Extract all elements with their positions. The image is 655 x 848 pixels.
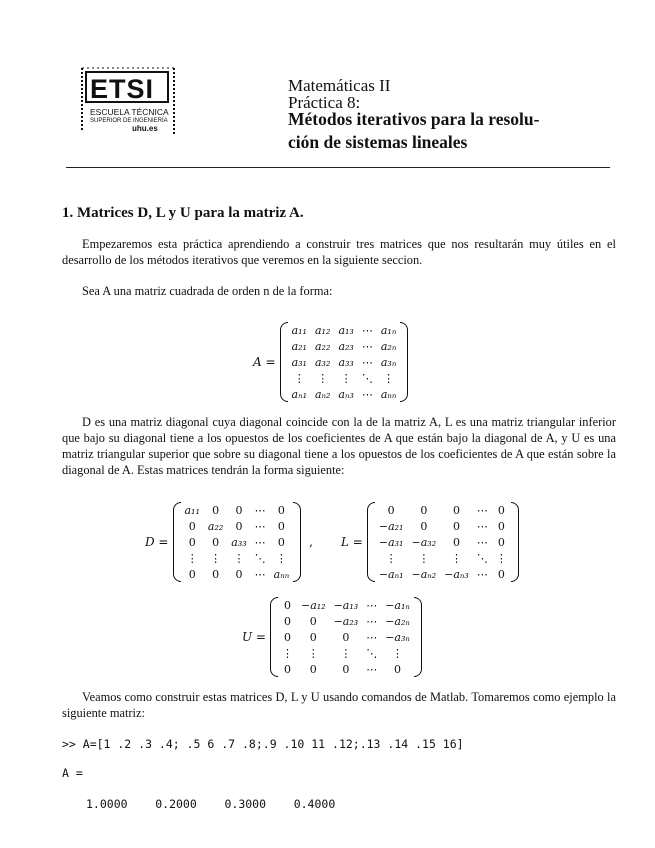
matrix-row bbox=[181, 502, 294, 518]
matrix-row bbox=[375, 534, 511, 550]
matrix-cell: 0 bbox=[188, 535, 196, 549]
matrix-cell: 0 bbox=[235, 503, 243, 517]
matrix-cell: ⋯ bbox=[254, 503, 266, 517]
matrix-l-body bbox=[375, 502, 511, 582]
matrix-cell: 0 bbox=[497, 567, 505, 581]
matrix-row bbox=[375, 566, 511, 582]
matlab-command: >> A=[1 .2 .3 .4; .5 6 .7 .8;.9 .10 11 .12;.13 .14 .15 16] bbox=[62, 737, 464, 751]
matrix-cell: a₁ₙ bbox=[380, 323, 397, 337]
matrix-row bbox=[181, 566, 294, 582]
matrix-d-label: D = bbox=[145, 535, 169, 549]
matrix-cell: a₃₁ bbox=[291, 355, 307, 369]
matrix-cell: −aₙ₂ bbox=[411, 567, 437, 581]
matrix-cell: ⋯ bbox=[366, 662, 378, 676]
matrix-cell: aₙₙ bbox=[380, 387, 397, 401]
matrix-cell: −a₃ₙ bbox=[385, 630, 410, 644]
matrix-cell: 0 bbox=[212, 503, 220, 517]
matrix-cell: ⋯ bbox=[361, 323, 373, 337]
matrix-row bbox=[288, 370, 401, 386]
matrices-description: D es una matriz diagonal cuya diagonal coincide con la de la matriz A, L es una matriz triangular inferior que bajo su diagonal tiene a los opuestos de los coeficientes de A que están bajo la diagonal de A, y U es una matriz triangular superior que sobre su diagonal tiene a los opuestos de los coeficientes de A que están sobre la diagonal de A. Estas matrices tendrán la forma siguiente: bbox=[62, 415, 616, 477]
matrix-cell: ⋮ bbox=[385, 551, 397, 565]
matrix-cell: ⋯ bbox=[366, 614, 378, 628]
matrix-cell: ⋯ bbox=[254, 519, 266, 533]
matrix-cell: ⋮ bbox=[307, 646, 319, 660]
matrix-d-body bbox=[181, 502, 294, 582]
matrix-cell: ⋯ bbox=[476, 519, 488, 533]
matrix-cell: 0 bbox=[212, 567, 220, 581]
matrix-cell: a₃₃ bbox=[231, 535, 247, 549]
matrix-cell: 0 bbox=[277, 503, 285, 517]
matrix-cell: aₙ₂ bbox=[314, 387, 331, 401]
matrix-cell: ⋯ bbox=[366, 630, 378, 644]
matrix-row bbox=[375, 518, 511, 534]
matrix-u-body bbox=[278, 597, 414, 677]
matrix-cell: −a₃₂ bbox=[411, 535, 437, 549]
matrix-cell: a₂₂ bbox=[207, 519, 224, 533]
matrix-cell: ⋮ bbox=[340, 646, 352, 660]
section-title: Matrices D, L y U para la matriz A. bbox=[77, 205, 304, 221]
matrix-cell: −a₁₃ bbox=[333, 598, 359, 612]
matrix-a-body bbox=[288, 322, 401, 402]
matrix-cell: ⋯ bbox=[254, 535, 266, 549]
practice-title-line-1: Métodos iterativos para la resolu- bbox=[288, 109, 540, 129]
intro-paragraph: Empezaremos esta práctica aprendiendo a construir tres matrices que nos resultarán muy útiles en el desarrollo de los métodos iterativos que veremos en la siguiente seccion. bbox=[62, 237, 616, 267]
matrix-cell: 0 bbox=[283, 614, 291, 628]
matrix-cell: 0 bbox=[452, 503, 460, 517]
matrix-u bbox=[242, 597, 422, 677]
matrix-cell: 0 bbox=[497, 503, 505, 517]
matrix-row bbox=[278, 629, 414, 645]
matrix-cell: 0 bbox=[235, 519, 243, 533]
logo-line-3: uhu.es bbox=[132, 124, 158, 133]
matrix-cell: −a₂₃ bbox=[333, 614, 359, 628]
matrix-cell: 0 bbox=[277, 519, 285, 533]
matrix-cell: 0 bbox=[283, 662, 291, 676]
matrix-cell: −aₙ₃ bbox=[444, 567, 469, 581]
matrix-row bbox=[288, 338, 401, 354]
matrix-cell: −a₁ₙ bbox=[385, 598, 410, 612]
matrix-cell: −a₂ₙ bbox=[385, 614, 410, 628]
matrix-cell: 0 bbox=[342, 630, 350, 644]
matrix-cell: ⋯ bbox=[361, 355, 373, 369]
matrix-cell: 0 bbox=[420, 503, 428, 517]
matrix-cell: ⋱ bbox=[476, 551, 488, 565]
matrix-cell: ⋮ bbox=[317, 371, 329, 385]
matrix-row bbox=[375, 550, 511, 566]
matrix-cell: 0 bbox=[497, 519, 505, 533]
matrix-cell: 0 bbox=[309, 630, 317, 644]
matrix-row bbox=[288, 386, 401, 402]
matrix-a bbox=[253, 322, 408, 402]
matrix-cell: ⋮ bbox=[275, 551, 287, 565]
matrix-cell: a₁₁ bbox=[184, 503, 200, 517]
matlab-output-label: A = bbox=[62, 766, 83, 780]
matrix-cell: 0 bbox=[188, 567, 196, 581]
header-divider bbox=[66, 167, 610, 168]
matrix-row bbox=[278, 645, 414, 661]
matrix-cell: ⋯ bbox=[476, 503, 488, 517]
matrix-cell: ⋯ bbox=[254, 567, 266, 581]
matrix-cell: ⋯ bbox=[476, 535, 488, 549]
matrix-cell: ⋯ bbox=[476, 567, 488, 581]
matrix-cell: ⋱ bbox=[366, 646, 378, 660]
matrix-cell: a₃₂ bbox=[315, 355, 331, 369]
matrix-cell: ⋮ bbox=[210, 551, 222, 565]
matrix-cell: ⋯ bbox=[361, 339, 373, 353]
matrix-row bbox=[288, 322, 401, 338]
matrix-cell: 0 bbox=[309, 614, 317, 628]
matrix-cell: a₂₁ bbox=[291, 339, 307, 353]
matrix-a-label: A = bbox=[253, 355, 276, 369]
matrix-row bbox=[181, 518, 294, 534]
logo-text: ETSI bbox=[90, 74, 155, 104]
matrix-row bbox=[181, 550, 294, 566]
matrix-cell: 0 bbox=[452, 535, 460, 549]
matrix-cell: 0 bbox=[387, 503, 395, 517]
matrix-cell: ⋮ bbox=[383, 371, 395, 385]
matrix-cell: −a₁₂ bbox=[300, 598, 326, 612]
matrix-cell: ⋮ bbox=[392, 646, 404, 660]
matlab-intro: Veamos como construir estas matrices D, L y U usando comandos de Matlab. Tomaremos como ejemplo la siguiente matriz: bbox=[62, 690, 616, 720]
matrix-row bbox=[288, 354, 401, 370]
matrix-l-label: L = bbox=[341, 535, 363, 549]
matrix-row bbox=[181, 534, 294, 550]
matrix-row bbox=[278, 661, 414, 677]
matrix-cell: ⋮ bbox=[450, 551, 462, 565]
matrix-u-label: U = bbox=[242, 630, 266, 644]
matrix-cell: 0 bbox=[309, 662, 317, 676]
matrix-cell: ⋮ bbox=[293, 371, 305, 385]
practice-title-line-2: ción de sistemas lineales bbox=[288, 132, 468, 152]
matrix-cell: 0 bbox=[283, 598, 291, 612]
section-heading bbox=[62, 205, 304, 222]
matrix-cell: ⋯ bbox=[361, 387, 373, 401]
logo-line-2: SUPERIOR DE INGENIERÍA bbox=[90, 118, 168, 124]
matrix-a-intro: Sea A una matriz cuadrada de orden n de la forma: bbox=[82, 284, 333, 298]
matrix-cell: −aₙ₁ bbox=[378, 567, 404, 581]
matrix-cell: 0 bbox=[235, 567, 243, 581]
matrix-cell: ⋯ bbox=[366, 598, 378, 612]
matrix-cell: ⋮ bbox=[233, 551, 245, 565]
matrix-cell: a₁₂ bbox=[315, 323, 331, 337]
logo-line-1: ESCUELA TÉCNICA bbox=[90, 107, 169, 117]
matrix-cell: 0 bbox=[497, 535, 505, 549]
matrix-l bbox=[341, 502, 519, 582]
matrix-cell: aₙ₃ bbox=[338, 387, 354, 401]
matrix-cell: ⋮ bbox=[281, 646, 293, 660]
practice-number: Práctica 8: bbox=[288, 93, 361, 112]
matrix-cell: 0 bbox=[342, 662, 350, 676]
matrix-cell: a₁₃ bbox=[338, 323, 354, 337]
matrix-cell: 0 bbox=[420, 519, 428, 533]
matrix-cell: aₙₙ bbox=[273, 567, 290, 581]
matrix-cell: ⋮ bbox=[418, 551, 430, 565]
matrix-cell: a₁₁ bbox=[291, 323, 307, 337]
matrix-cell: −a₂₁ bbox=[378, 519, 404, 533]
section-number: 1. bbox=[62, 205, 74, 221]
matrix-cell: a₃ₙ bbox=[380, 355, 397, 369]
matrix-d bbox=[145, 502, 313, 582]
matrix-row bbox=[278, 597, 414, 613]
matrix-row bbox=[278, 613, 414, 629]
etsi-logo bbox=[78, 66, 178, 136]
matrix-cell: 0 bbox=[394, 662, 402, 676]
matrix-cell: a₂₃ bbox=[338, 339, 354, 353]
matrix-cell: a₂ₙ bbox=[380, 339, 397, 353]
matrix-cell: ⋱ bbox=[361, 371, 373, 385]
matlab-output-row: 1.0000 0.2000 0.3000 0.4000 bbox=[86, 797, 336, 811]
course-name: Matemáticas II bbox=[288, 76, 391, 95]
matrix-cell: aₙ₁ bbox=[291, 387, 307, 401]
matrix-cell: ⋮ bbox=[186, 551, 198, 565]
matrix-cell: 0 bbox=[452, 519, 460, 533]
matrix-cell: a₃₃ bbox=[338, 355, 354, 369]
matrix-cell: 0 bbox=[212, 535, 220, 549]
matrix-cell: ⋱ bbox=[254, 551, 266, 565]
matrix-cell: ⋮ bbox=[495, 551, 507, 565]
matrix-cell: ⋮ bbox=[340, 371, 352, 385]
matrix-cell: 0 bbox=[277, 535, 285, 549]
matrix-cell: 0 bbox=[188, 519, 196, 533]
matrix-cell: 0 bbox=[283, 630, 291, 644]
matrix-row bbox=[375, 502, 511, 518]
matrix-cell: a₂₂ bbox=[315, 339, 331, 353]
matrix-separator: , bbox=[309, 535, 313, 549]
matrix-cell: −a₃₁ bbox=[378, 535, 404, 549]
